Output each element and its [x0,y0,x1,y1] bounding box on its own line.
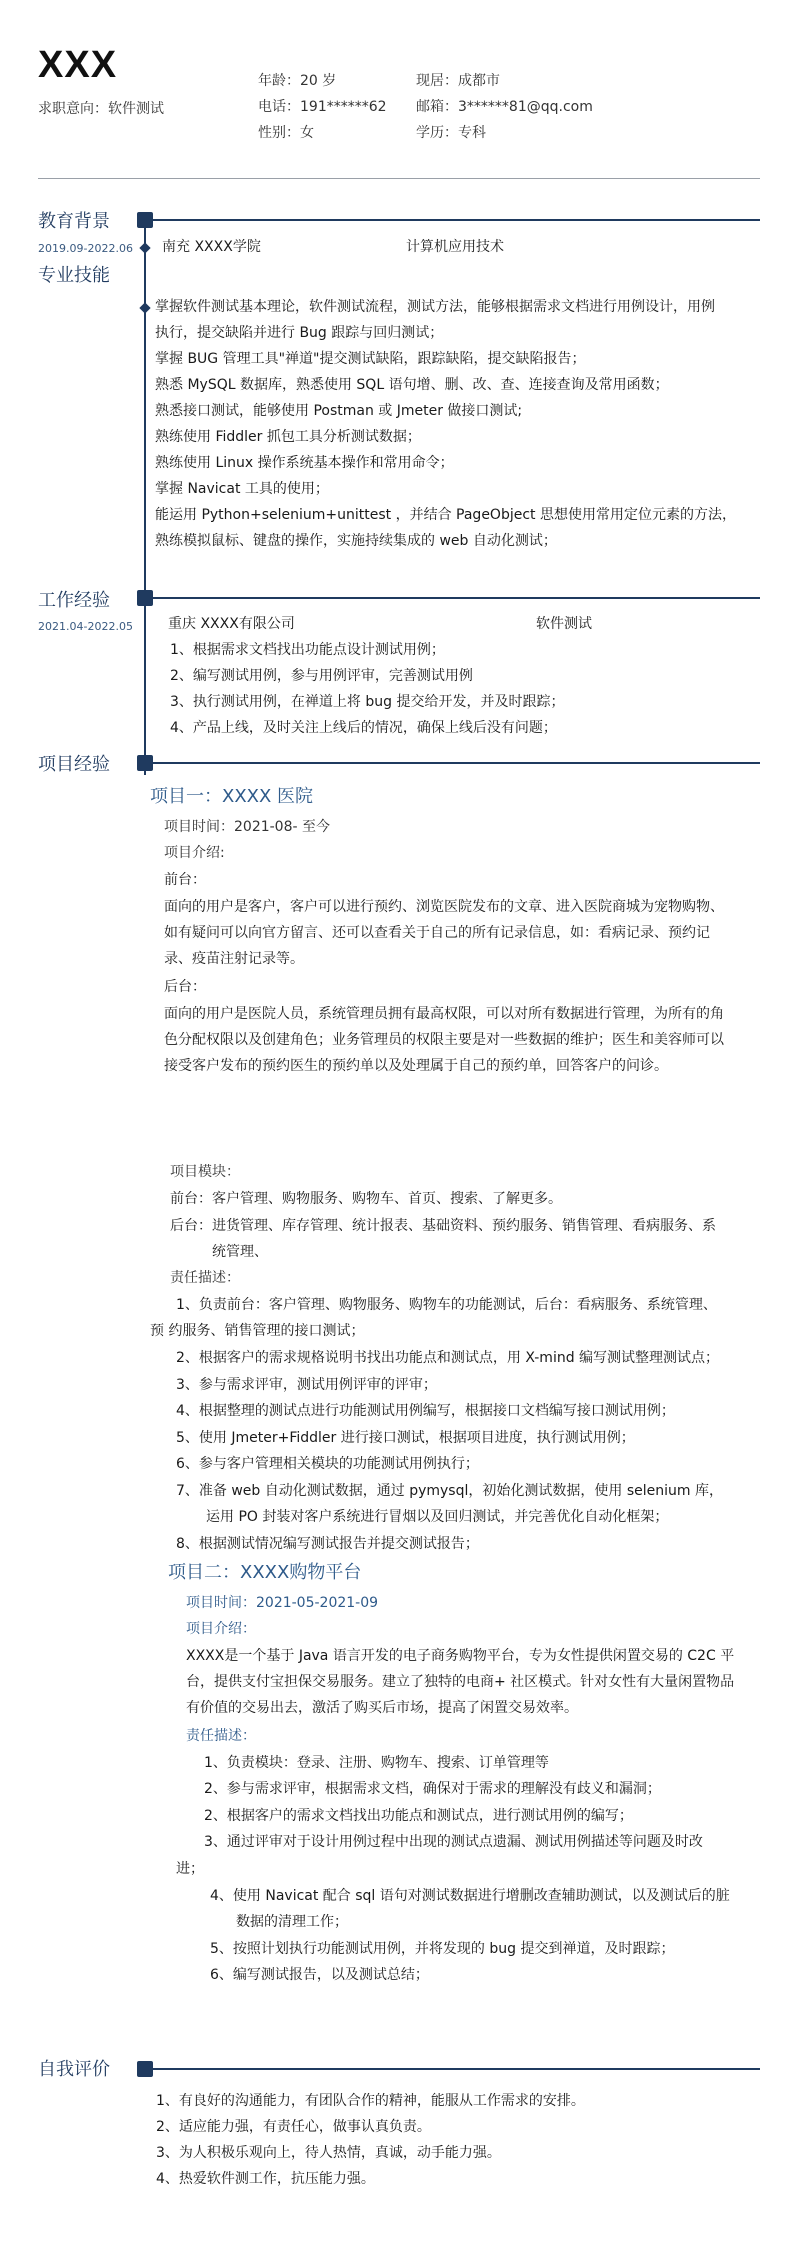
education-rule [153,219,760,221]
skills-list [155,294,765,554]
skill-line: 熟悉接口测试，能够使用 Postman 或 Jmeter 做接口测试; [155,403,523,419]
project1-duty: 5、使用 Jmeter+Fiddler 进行接口测试，根据项目进度，执行测试用例； [176,1430,635,1446]
work-rule [153,597,760,599]
work-duty-item: 1、根据需求文档找出功能点设计测试用例； [170,642,445,658]
project1-module-front: 前台：客户管理、购物服务、购物车、首页、搜索、了解更多。 [170,1191,562,1207]
project1-duty: 运用 PO 封装对客户系统进行冒烟以及回归测试，并完善优化自动化框架； [206,1509,669,1525]
header-divider [38,178,760,179]
education-title: 教育背景 [38,211,110,232]
project1-title: 项目一：XXXX 医院 [150,786,314,807]
project2-duty: 数据的清理工作； [236,1914,348,1930]
project2-duty: 4、使用 Navicat 配合 sql 语句对测试数据进行增删改查辅助测试，以及测试后的脏 [210,1888,730,1904]
timeline-line [144,215,146,775]
self-eval-title: 自我评价 [38,2059,110,2080]
project1-duty: 2、根据客户的需求规格说明书找出功能点和测试点，用 X-mind 编写测试整理测试点； [176,1350,720,1366]
self-eval-item: 2、适应能力强，有责任心，做事认真负责。 [156,2119,431,2135]
desc-line: 有价值的交易出去，激活了购买后市场，提高了闲置交易效率。 [186,1700,578,1716]
self-eval-item: 4、热爱软件测工作，抗压能力强。 [156,2171,375,2187]
desc-line: 色分配权限以及创建角色；业务管理员的权限主要是对一些数据的维护；医生和美容师可以 [164,1032,724,1048]
info-email: 邮箱：3******81@qq.com [416,99,593,115]
education-school: 南充 XXXX学院 [162,239,261,255]
project1-duty: 3、参与需求评审，测试用例评审的评审； [176,1377,437,1393]
project2-title: 项目二：XXXX购物平台 [168,1562,362,1583]
desc-line: 面向的用户是客户，客户可以进行预约、浏览医院发布的文章、进入医院商城为宠物购物、 [164,899,724,915]
desc-line: 接受客户发布的预约医生的预约单以及处理属于自己的预约单，回答客户的问诊。 [164,1058,668,1074]
desc-line: 面向的用户是医院人员，系统管理员拥有最高权限，可以对所有数据进行管理，为所有的角 [164,1006,724,1022]
project1-duty: 预 约服务、销售管理的接口测试； [150,1323,365,1339]
project1-module-back: 后台：进货管理、库存管理、统计报表、基础资料、预约服务、销售管理、看病服务、系 [170,1218,716,1234]
work-position: 软件测试 [536,616,592,632]
self-eval-item: 3、为人积极乐观向上，待人热情，真诚，动手能力强。 [156,2145,501,2161]
project2-duty: 2、参与需求评审，根据需求文档，确保对于需求的理解没有歧义和漏洞； [204,1781,661,1797]
skill-line: 能运用 Python+selenium+unittest ，并结合 PageObject 思想使用常用定位元素的方法， [155,507,736,523]
education-diamond [139,242,150,253]
skill-line: 熟悉 MySQL 数据库，熟悉使用 SQL 语句增、删、改、查、连接查询及常用函数； [155,377,669,393]
info-phone: 电话：191******62 [258,99,387,115]
project2-duty-label: 责任描述： [186,1728,256,1744]
work-date: 2021.04-2022.05 [38,620,133,633]
project1-time: 项目时间：2021-08- 至今 [164,819,330,835]
skills-diamond [139,302,150,313]
project1-duty: 4、根据整理的测试点进行功能测试用例编写，根据接口文档编写接口测试用例； [176,1403,675,1419]
project2-duty: 6、编写测试报告，以及测试总结； [210,1967,429,1983]
self-eval-item: 1、有良好的沟通能力，有团队合作的精神，能服从工作需求的安排。 [156,2093,585,2109]
work-marker [137,590,153,606]
work-duty-item: 2、编写测试用例，参与用例评审，完善测试用例 [170,668,473,684]
project2-duty: 1、负责模块：登录、注册、购物车、搜索、订单管理等 [204,1755,549,1771]
desc-line: 台，提供支付宝担保交易服务。建立了独特的电商+ 社区模式。针对女性有大量闲置物品 [186,1674,735,1690]
project2-duty: 2、根据客户的需求文档找出功能点和测试点，进行测试用例的编写； [204,1808,633,1824]
projects-rule [153,762,760,764]
education-major: 计算机应用技术 [406,239,504,255]
education-date: 2019.09-2022.06 [38,242,133,255]
project1-back-label: 后台： [164,979,206,995]
self-eval-rule [153,2068,760,2070]
projects-title: 项目经验 [38,754,110,775]
project1-back-desc [164,1001,764,1079]
work-duties [170,637,760,741]
skill-line: 执行，提交缺陷并进行 Bug 跟踪与回归测试； [155,325,444,341]
project1-duty: 6、参与客户管理相关模块的功能测试用例执行； [176,1456,479,1472]
education-marker [137,212,153,228]
project2-duty: 5、按照计划执行功能测试用例，并将发现的 bug 提交到禅道，及时跟踪； [210,1941,675,1957]
project1-duty: 7、准备 web 自动化测试数据，通过 pymysql，初始化测试数据，使用 selenium 库， [176,1483,723,1499]
project1-module-back-cont: 统管理、 [212,1244,268,1260]
project1-intro-label: 项目介绍: [164,845,225,861]
project1-front-label: 前台： [164,872,206,888]
skills-title: 专业技能 [38,265,110,286]
desc-line: XXXX是一个基于 Java 语言开发的电子商务购物平台，专为女性提供闲置交易的 C2C 平 [186,1648,735,1664]
work-title: 工作经验 [38,590,110,611]
project1-front-desc [164,894,764,972]
project1-duty: 1、负责前台：客户管理、购物服务、购物车的功能测试，后台：看病服务、系统管理、 [176,1297,717,1313]
skill-line: 掌握 BUG 管理工具"禅道"提交测试缺陷，跟踪缺陷，提交缺陷报告； [155,351,586,367]
project2-intro [186,1643,766,1721]
project2-time: 项目时间：2021-05-2021-09 [186,1595,379,1611]
self-eval-marker [137,2061,153,2077]
self-eval-list [156,2088,756,2192]
info-age: 年龄：20 岁 [258,73,337,89]
project1-duty-label: 责任描述： [170,1270,240,1286]
candidate-name: XXX [38,44,118,86]
work-duty-item: 4、产品上线，及时关注上线后的情况，确保上线后没有问题； [170,720,557,736]
project2-duty: 3、通过评审对于设计用例过程中出现的测试点遗漏、测试用例描述等问题及时改 [204,1834,703,1850]
info-location: 现居：成都市 [416,73,500,89]
project1-module-label: 项目模块： [170,1164,240,1180]
projects-marker [137,755,153,771]
skill-line: 掌握 Navicat 工具的使用； [155,481,329,497]
job-intent: 求职意向：软件测试 [38,101,164,117]
desc-line: 录、疫苗注射记录等。 [164,951,304,967]
work-duty-item: 3、执行测试用例，在禅道上将 bug 提交给开发，并及时跟踪； [170,694,565,710]
project1-duty: 8、根据测试情况编写测试报告并提交测试报告； [176,1536,479,1552]
work-company: 重庆 XXXX有限公司 [168,616,295,632]
desc-line: 如有疑问可以向官方留言、还可以查看关于自己的所有记录信息，如：看病记录、预约记 [164,925,710,941]
info-education-level: 学历：专科 [416,125,486,141]
skill-line: 掌握软件测试基本理论，软件测试流程，测试方法，能够根据需求文档进行用例设计，用例 [155,299,715,315]
project2-intro-label: 项目介绍： [186,1621,256,1637]
skill-line: 熟练模拟鼠标、键盘的操作，实施持续集成的 web 自动化测试； [155,533,557,549]
project2-duty: 进； [176,1861,204,1877]
info-gender: 性别：女 [258,125,314,141]
skill-line: 熟练使用 Fiddler 抓包工具分析测试数据； [155,429,421,445]
skill-line: 熟练使用 Linux 操作系统基本操作和常用命令； [155,455,454,471]
